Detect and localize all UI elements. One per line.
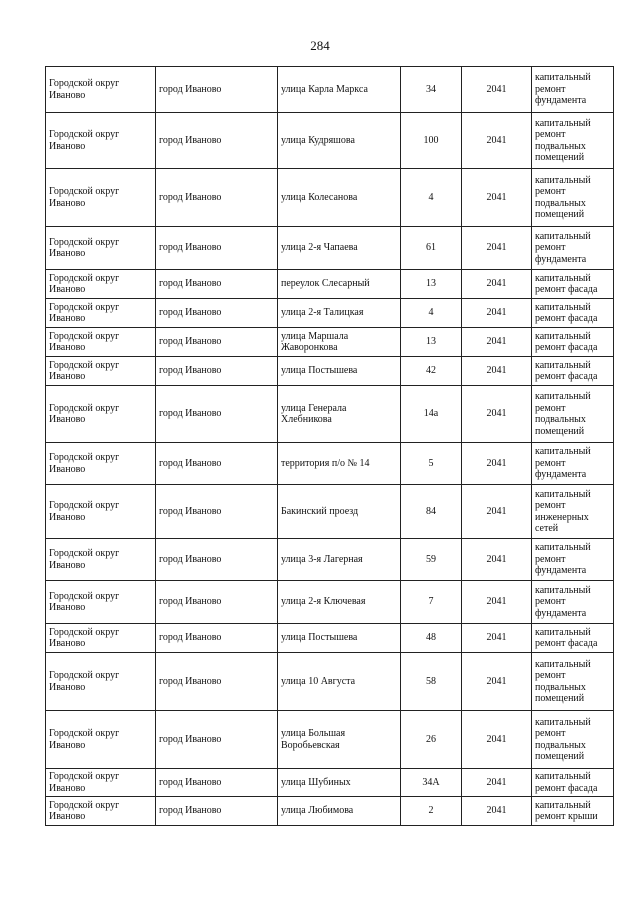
year-cell: 2041: [462, 711, 532, 769]
street-cell: улица 2-я Талицкая: [278, 299, 401, 328]
table-row: [46, 270, 614, 299]
work-type-cell: капитальный ремонт подвальных помещений: [532, 653, 614, 711]
table-row: [46, 299, 614, 328]
street-cell: улица Маршала Жаворонкова: [278, 328, 401, 357]
street-cell: улица Карла Маркса: [278, 67, 401, 113]
house-number-cell: 4: [401, 169, 462, 227]
table-row: [46, 797, 614, 826]
house-number-cell: 58: [401, 653, 462, 711]
year-cell: 2041: [462, 328, 532, 357]
district-cell: Городской округ Иваново: [46, 711, 156, 769]
page-number: 284: [310, 38, 330, 53]
work-type-cell: капитальный ремонт фасада: [532, 624, 614, 653]
house-number-cell: 13: [401, 328, 462, 357]
work-type-cell: капитальный ремонт фасада: [532, 769, 614, 797]
year-cell: 2041: [462, 113, 532, 169]
house-number-cell: 61: [401, 227, 462, 270]
house-number-cell: 26: [401, 711, 462, 769]
city-cell: город Иваново: [156, 357, 278, 386]
table-row: [46, 653, 614, 711]
city-cell: город Иваново: [156, 581, 278, 624]
year-cell: 2041: [462, 769, 532, 797]
house-number-cell: 42: [401, 357, 462, 386]
year-cell: 2041: [462, 581, 532, 624]
city-cell: город Иваново: [156, 299, 278, 328]
city-cell: город Иваново: [156, 653, 278, 711]
district-cell: Городской округ Иваново: [46, 270, 156, 299]
year-cell: 2041: [462, 539, 532, 581]
district-cell: Городской округ Иваново: [46, 485, 156, 539]
district-cell: Городской округ Иваново: [46, 299, 156, 328]
work-type-cell: капитальный ремонт фундамента: [532, 581, 614, 624]
year-cell: 2041: [462, 299, 532, 328]
street-cell: улица Постышева: [278, 624, 401, 653]
street-cell: улица Шубиных: [278, 769, 401, 797]
year-cell: 2041: [462, 653, 532, 711]
table-row: [46, 485, 614, 539]
year-cell: 2041: [462, 797, 532, 826]
year-cell: 2041: [462, 624, 532, 653]
repair-schedule-table: [45, 66, 614, 826]
city-cell: город Иваново: [156, 485, 278, 539]
house-number-cell: 13: [401, 270, 462, 299]
district-cell: Городской округ Иваново: [46, 357, 156, 386]
street-cell: улица Любимова: [278, 797, 401, 826]
house-number-cell: 5: [401, 443, 462, 485]
house-number-cell: 34: [401, 67, 462, 113]
work-type-cell: капитальный ремонт фасада: [532, 357, 614, 386]
table-row: [46, 443, 614, 485]
street-cell: улица Колесанова: [278, 169, 401, 227]
year-cell: 2041: [462, 169, 532, 227]
table-row: [46, 769, 614, 797]
city-cell: город Иваново: [156, 227, 278, 270]
year-cell: 2041: [462, 270, 532, 299]
street-cell: переулок Слесарный: [278, 270, 401, 299]
street-cell: улица 2-я Чапаева: [278, 227, 401, 270]
city-cell: город Иваново: [156, 711, 278, 769]
district-cell: Городской округ Иваново: [46, 227, 156, 270]
house-number-cell: 2: [401, 797, 462, 826]
district-cell: Городской округ Иваново: [46, 113, 156, 169]
house-number-cell: 34А: [401, 769, 462, 797]
table-row: [46, 328, 614, 357]
year-cell: 2041: [462, 443, 532, 485]
district-cell: Городской округ Иваново: [46, 539, 156, 581]
work-type-cell: капитальный ремонт фундамента: [532, 227, 614, 270]
street-cell: Бакинский проезд: [278, 485, 401, 539]
city-cell: город Иваново: [156, 169, 278, 227]
house-number-cell: 4: [401, 299, 462, 328]
house-number-cell: 7: [401, 581, 462, 624]
table-row: [46, 539, 614, 581]
district-cell: Городской округ Иваново: [46, 624, 156, 653]
year-cell: 2041: [462, 357, 532, 386]
city-cell: город Иваново: [156, 113, 278, 169]
city-cell: город Иваново: [156, 67, 278, 113]
city-cell: город Иваново: [156, 443, 278, 485]
city-cell: город Иваново: [156, 769, 278, 797]
house-number-cell: 14а: [401, 386, 462, 443]
city-cell: город Иваново: [156, 386, 278, 443]
street-cell: улица Большая Воробьевская: [278, 711, 401, 769]
city-cell: город Иваново: [156, 328, 278, 357]
table-row: [46, 357, 614, 386]
city-cell: город Иваново: [156, 539, 278, 581]
house-number-cell: 100: [401, 113, 462, 169]
street-cell: улица Кудряшова: [278, 113, 401, 169]
house-number-cell: 59: [401, 539, 462, 581]
work-type-cell: капитальный ремонт инженерных сетей: [532, 485, 614, 539]
year-cell: 2041: [462, 67, 532, 113]
street-cell: улица Генерала Хлебникова: [278, 386, 401, 443]
district-cell: Городской округ Иваново: [46, 581, 156, 624]
table-row: [46, 711, 614, 769]
house-number-cell: 84: [401, 485, 462, 539]
district-cell: Городской округ Иваново: [46, 67, 156, 113]
table-body: [46, 67, 614, 826]
table-row: [46, 67, 614, 113]
district-cell: Городской округ Иваново: [46, 769, 156, 797]
table-row: [46, 227, 614, 270]
year-cell: 2041: [462, 485, 532, 539]
house-number-cell: 48: [401, 624, 462, 653]
city-cell: город Иваново: [156, 624, 278, 653]
work-type-cell: капитальный ремонт фундамента: [532, 539, 614, 581]
table-row: [46, 169, 614, 227]
work-type-cell: капитальный ремонт подвальных помещений: [532, 113, 614, 169]
district-cell: Городской округ Иваново: [46, 653, 156, 711]
year-cell: 2041: [462, 227, 532, 270]
work-type-cell: капитальный ремонт фасада: [532, 328, 614, 357]
year-cell: 2041: [462, 386, 532, 443]
work-type-cell: капитальный ремонт подвальных помещений: [532, 711, 614, 769]
street-cell: территория п/о № 14: [278, 443, 401, 485]
district-cell: Городской округ Иваново: [46, 386, 156, 443]
work-type-cell: капитальный ремонт подвальных помещений: [532, 386, 614, 443]
work-type-cell: капитальный ремонт подвальных помещений: [532, 169, 614, 227]
city-cell: город Иваново: [156, 797, 278, 826]
district-cell: Городской округ Иваново: [46, 169, 156, 227]
street-cell: улица 10 Августа: [278, 653, 401, 711]
city-cell: город Иваново: [156, 270, 278, 299]
work-type-cell: капитальный ремонт фундамента: [532, 67, 614, 113]
work-type-cell: капитальный ремонт крыши: [532, 797, 614, 826]
street-cell: улица 3-я Лагерная: [278, 539, 401, 581]
table-row: [46, 113, 614, 169]
street-cell: улица Постышева: [278, 357, 401, 386]
table-row: [46, 581, 614, 624]
work-type-cell: капитальный ремонт фасада: [532, 299, 614, 328]
table-row: [46, 386, 614, 443]
work-type-cell: капитальный ремонт фундамента: [532, 443, 614, 485]
district-cell: Городской округ Иваново: [46, 328, 156, 357]
district-cell: Городской округ Иваново: [46, 443, 156, 485]
work-type-cell: капитальный ремонт фасада: [532, 270, 614, 299]
street-cell: улица 2-я Ключевая: [278, 581, 401, 624]
district-cell: Городской округ Иваново: [46, 797, 156, 826]
table-row: [46, 624, 614, 653]
